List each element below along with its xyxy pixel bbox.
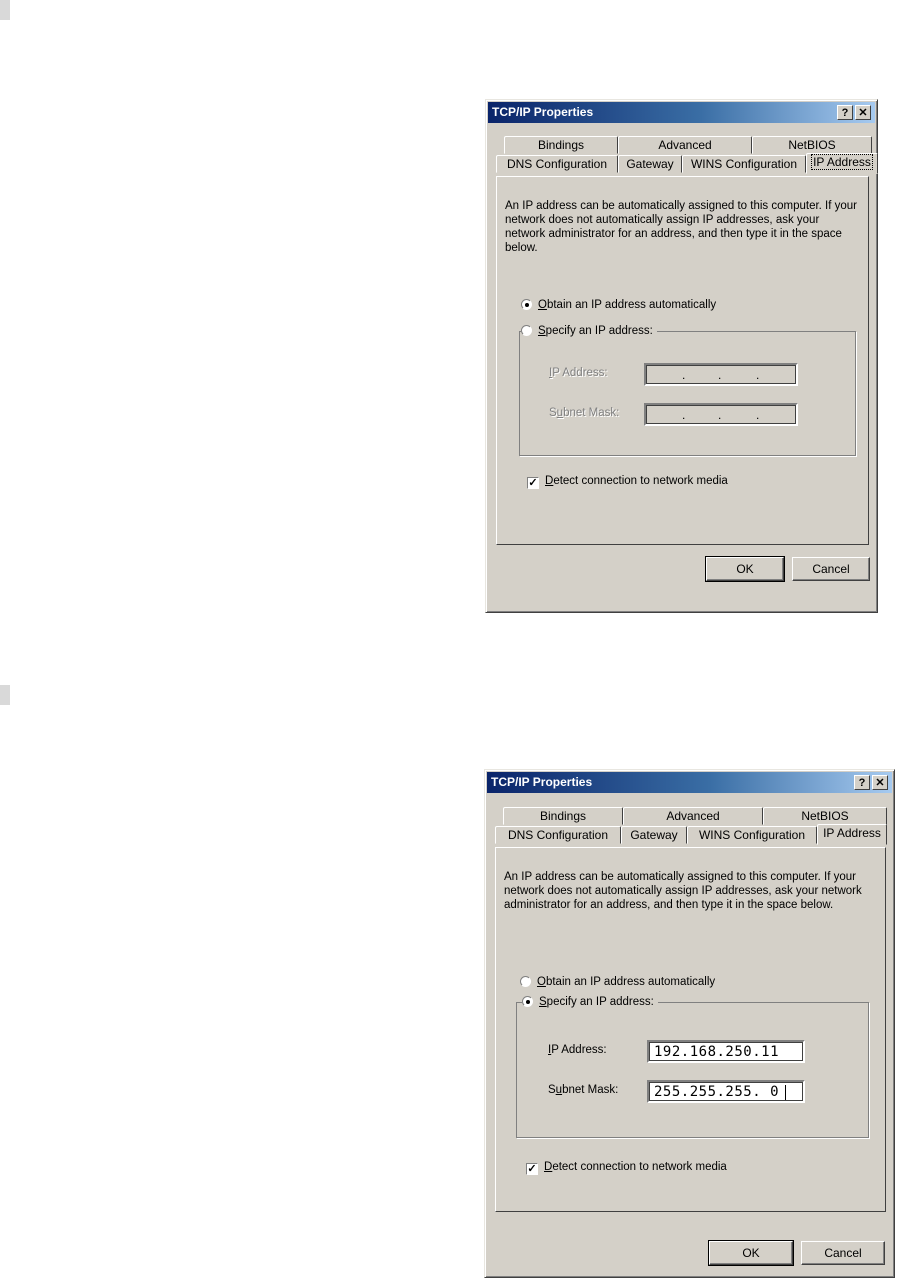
close-button[interactable]: ✕ — [872, 775, 888, 790]
subnet-mask-label: Subnet Mask: — [548, 1084, 619, 1096]
tab-bindings[interactable]: Bindings — [504, 136, 618, 154]
tab-dns-configuration[interactable]: DNS Configuration — [496, 155, 618, 173]
specify-ip-group — [516, 1002, 869, 1138]
tab-advanced[interactable]: Advanced — [623, 807, 763, 825]
ip-address-panel — [495, 847, 886, 1212]
tab-gateway[interactable]: Gateway — [621, 826, 687, 844]
radio-selected-icon — [521, 299, 532, 310]
title-bar[interactable] — [487, 772, 892, 793]
title-bar[interactable] — [488, 102, 875, 123]
tab-dns-configuration[interactable]: DNS Configuration — [495, 826, 621, 844]
tab-advanced[interactable]: Advanced — [618, 136, 752, 154]
checkmark-icon: ✓ — [528, 477, 538, 489]
dialog-title: TCP/IP Properties — [491, 775, 593, 789]
specify-ip-radio[interactable]: Specify an IP address: — [521, 323, 657, 339]
close-button[interactable]: ✕ — [855, 105, 871, 120]
specify-ip-radio[interactable]: Specify an IP address: — [522, 994, 658, 1010]
ip-address-label: IP Address: — [549, 367, 608, 379]
tab-gateway[interactable]: Gateway — [618, 155, 682, 173]
ip-address-field[interactable]: 192.168.250.11 — [647, 1040, 805, 1063]
tab-row-back — [495, 807, 884, 825]
subnet-mask-label: Subnet Mask: — [549, 407, 620, 419]
ip-address-panel — [496, 176, 869, 545]
section-marker — [0, 0, 10, 20]
dialog-title: TCP/IP Properties — [492, 105, 594, 119]
checkmark-icon: ✓ — [527, 1163, 537, 1175]
tab-row-front — [495, 826, 884, 844]
ip-address-field[interactable]: . . . — [644, 363, 798, 386]
detect-connection-checkbox[interactable]: ✓ Detect connection to network media — [528, 475, 728, 489]
radio-unselected-icon — [521, 325, 532, 336]
tab-row-front — [496, 155, 871, 173]
tcpip-properties-dialog — [484, 769, 895, 1278]
tab-netbios[interactable]: NetBIOS — [763, 807, 887, 825]
tab-ip-address[interactable]: IP Address — [817, 824, 887, 845]
section-marker — [0, 685, 10, 705]
ok-button[interactable]: OK — [709, 1241, 793, 1265]
specify-ip-group — [519, 331, 856, 456]
detect-connection-checkbox[interactable]: ✓ Detect connection to network media — [527, 1161, 727, 1175]
obtain-ip-automatically-radio[interactable]: Obtain an IP address automatically — [521, 297, 716, 313]
tab-netbios[interactable]: NetBIOS — [752, 136, 872, 154]
help-button[interactable]: ? — [854, 775, 870, 790]
subnet-mask-field[interactable]: . . . — [644, 403, 798, 426]
tcpip-properties-dialog — [485, 99, 878, 613]
tab-bindings[interactable]: Bindings — [503, 807, 623, 825]
ip-address-label: IP Address: — [548, 1044, 607, 1056]
obtain-ip-automatically-radio[interactable]: Obtain an IP address automatically — [520, 974, 715, 990]
text-caret — [785, 1085, 786, 1100]
radio-selected-icon — [522, 996, 533, 1007]
radio-unselected-icon — [520, 976, 531, 987]
cancel-button[interactable]: Cancel — [801, 1241, 885, 1265]
tab-wins-configuration[interactable]: WINS Configuration — [687, 826, 817, 844]
cancel-button[interactable]: Cancel — [792, 557, 870, 581]
tab-ip-address[interactable]: IP Address — [806, 153, 878, 174]
tab-row-back — [496, 136, 867, 154]
help-button[interactable]: ? — [837, 105, 853, 120]
description-text: An IP address can be automatically assigned to this computer. If your network does not automatically assign IP addresses, ask your network administrator for an address, and then type it in the space below. — [505, 200, 858, 254]
subnet-mask-field[interactable]: 255.255.255. 0 — [647, 1080, 805, 1103]
description-text: An IP address can be automatically assigned to this computer. If your network does not automatically assign IP addresses, ask your network administrator for an address, and then type it in the space below. — [504, 871, 862, 911]
tab-wins-configuration[interactable]: WINS Configuration — [682, 155, 806, 173]
ok-button[interactable]: OK — [706, 557, 784, 581]
